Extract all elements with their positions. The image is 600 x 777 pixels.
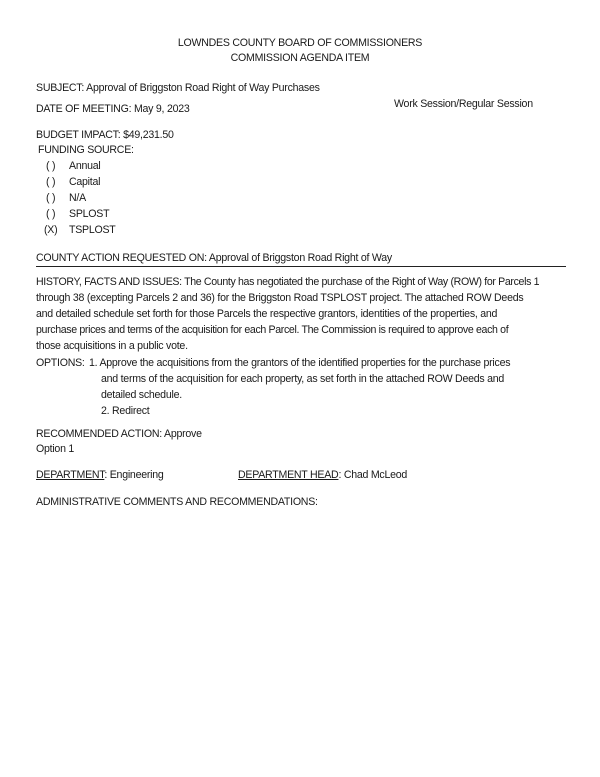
funding-option-mark: (X) [44,224,58,236]
history-line: purchase prices and terms of the acquisition for each Parcel. The Commission is required to approve each of [36,324,509,336]
funding-option-label: N/A [69,192,86,204]
funding-option-mark: ( ) [46,208,56,220]
funding-option-label: TSPLOST [69,224,116,236]
recommended-option: Option 1 [36,443,75,455]
funding-option-mark: ( ) [46,176,56,188]
history-line: and detailed schedule set forth for those Parcels the respective grantors, identities of the properties, and [36,308,498,320]
funding-option-label: SPLOST [69,208,110,220]
funding-option-mark: ( ) [46,160,56,172]
history-line: HISTORY, FACTS AND ISSUES: The County has negotiated the purchase of the Right of Way (ROW) for Parcels 1 [36,276,540,288]
history-line: those acquisitions in a public vote. [36,340,188,352]
funding-option-mark: ( ) [46,192,56,204]
administrative-comments: ADMINISTRATIVE COMMENTS AND RECOMMENDATIONS: [36,496,318,508]
recommended-action: RECOMMENDED ACTION: Approve [36,428,202,440]
section-divider [36,266,566,267]
county-action-requested: COUNTY ACTION REQUESTED ON: Approval of Briggston Road Right of Way [36,252,392,264]
option-line: and terms of the acquisition for each property, as set forth in the attached ROW Deeds and [101,373,505,385]
department-head [238,469,407,482]
session-type: Work Session/Regular Session [394,98,533,110]
department-head-label: DEPARTMENT HEAD [238,469,339,481]
date-of-meeting: DATE OF MEETING: May 9, 2023 [36,103,190,115]
option-line: 2. Redirect [101,405,150,417]
department-value: : Engineering [104,469,164,481]
header-title: LOWNDES COUNTY BOARD OF COMMISSIONERS [177,37,423,49]
option-line: detailed schedule. [101,389,182,401]
history-line: through 38 (excepting Parcels 2 and 36) for the Briggston Road TSPLOST project. The attached ROW Deeds [36,292,524,304]
budget-impact: BUDGET IMPACT: $49,231.50 [36,129,174,141]
funding-option-label: Annual [69,160,101,172]
funding-option-label: Capital [69,176,101,188]
funding-source-label: FUNDING SOURCE: [38,144,134,156]
department-head-value: : Chad McLeod [338,469,408,481]
department [36,469,164,482]
subject: SUBJECT: Approval of Briggston Road Right of Way Purchases [36,82,320,94]
department-label: DEPARTMENT [36,469,105,481]
header-subtitle: COMMISSION AGENDA ITEM [230,52,370,64]
options-label: OPTIONS: [36,357,85,369]
option-line: 1. Approve the acquisitions from the grantors of the identified properties for the purchase prices [89,357,511,369]
